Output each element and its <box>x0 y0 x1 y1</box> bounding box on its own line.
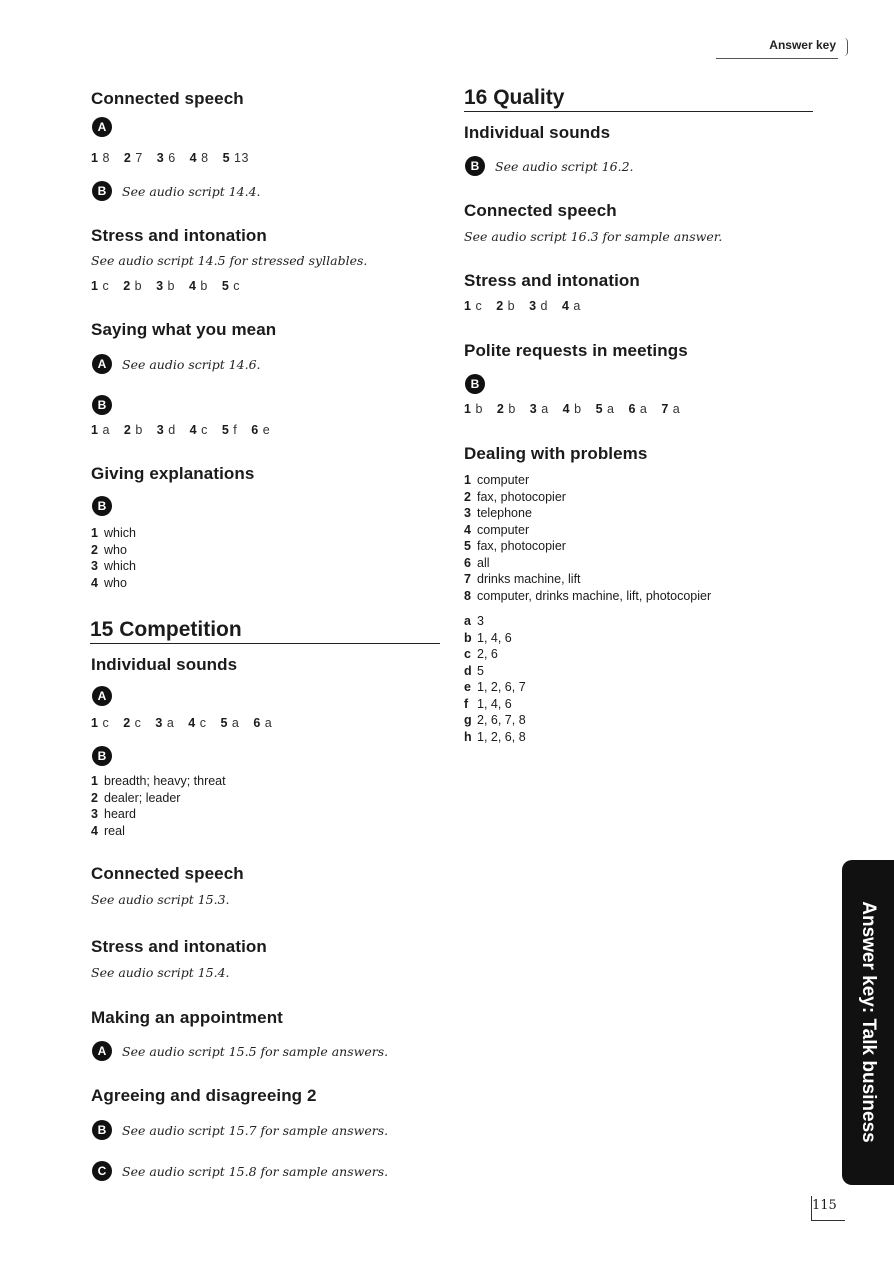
exercise-note: See audio script 16.3 for sample answer. <box>464 229 723 244</box>
answer-number: 3 <box>529 402 542 416</box>
answer-number: 5 <box>595 402 607 416</box>
list-item <box>464 646 526 663</box>
list-item-text: telephone <box>477 506 532 520</box>
section-title: Polite requests in meetings <box>464 341 688 360</box>
section-title: Stress and intonation <box>464 271 640 290</box>
list-item-text: dealer; leader <box>104 790 181 805</box>
answer-row <box>91 151 263 165</box>
answer-value: c <box>233 279 241 293</box>
exercise-b-row <box>92 1120 388 1140</box>
list-item-text: computer <box>477 473 530 487</box>
page-number-rule <box>811 1220 845 1221</box>
section-title: Stress and intonation <box>91 937 267 956</box>
list-item-text: who <box>104 542 127 557</box>
list-item-number: g <box>464 713 472 727</box>
exercise-b-row <box>465 156 634 176</box>
list-item-number: 3 <box>91 807 98 821</box>
answer-value: c <box>102 716 110 730</box>
answer-value: b <box>134 279 143 293</box>
answer-number: 1 <box>91 279 103 293</box>
exercise-note: See audio script 15.8 for sample answers. <box>122 1163 389 1179</box>
answer-value: a <box>607 402 615 416</box>
answer-number: 5 <box>221 279 234 293</box>
running-head: Answer key <box>769 38 836 52</box>
list-item-number: 1 <box>464 473 471 487</box>
exercise-badge-c: C <box>92 1161 112 1181</box>
list-item-text: who <box>104 575 127 590</box>
list-item-text: fax, photocopier <box>477 489 566 504</box>
section-title: Individual sounds <box>91 655 238 674</box>
answer-number: 3 <box>156 279 168 293</box>
answer-value: 6 <box>168 151 176 165</box>
answer-number: 2 <box>123 279 135 293</box>
answer-value: 13 <box>234 151 249 165</box>
section-title: Connected speech <box>91 89 244 108</box>
answer-number: 2 <box>496 402 509 416</box>
list-item-number: c <box>464 647 471 661</box>
list-item-number: 4 <box>91 823 98 838</box>
answer-value: c <box>134 716 142 730</box>
answer-number: 6 <box>628 402 640 416</box>
list-item-number: 2 <box>464 489 471 504</box>
list-item <box>464 613 526 630</box>
section-title: Agreeing and disagreeing 2 <box>91 1086 317 1105</box>
answer-value: a <box>672 402 681 416</box>
answer-value: d <box>168 423 176 437</box>
letter-answer-list <box>464 613 526 745</box>
list-item-text: 1, 4, 6 <box>477 630 512 645</box>
answer-value: a <box>541 402 549 416</box>
list-item-number: 2 <box>91 542 98 557</box>
answer-value: b <box>200 279 208 293</box>
answer-value: a <box>264 716 273 730</box>
exercise-note: See audio script 15.5 for sample answers. <box>122 1043 389 1059</box>
exercise-note: See audio script 15.7 for sample answers. <box>122 1122 389 1138</box>
answer-value: c <box>102 279 110 293</box>
exercise-b-row <box>92 181 261 201</box>
exercise-a-row <box>92 354 261 374</box>
list-item-number: 1 <box>91 774 98 788</box>
answer-number: 7 <box>661 402 673 416</box>
answer-value: f <box>233 423 238 437</box>
answer-value: b <box>135 423 143 437</box>
exercise-note: See audio script 15.4. <box>91 965 230 980</box>
list-item <box>91 806 226 823</box>
answer-number: 4 <box>188 716 200 730</box>
unit-heading <box>464 86 564 110</box>
list-item-number: a <box>464 614 471 628</box>
list-item <box>91 558 136 575</box>
answer-value: c <box>199 716 207 730</box>
list-item-number: f <box>464 696 469 711</box>
answer-row <box>91 279 254 293</box>
answer-number: 1 <box>464 402 476 416</box>
answer-number: 4 <box>189 423 202 437</box>
list-item-text: which <box>104 526 136 540</box>
exercise-badge-b: B <box>92 496 112 516</box>
side-tab-label: Answer key: Talk business <box>858 901 879 1143</box>
answer-number: 6 <box>251 423 263 437</box>
page-number: 115 <box>812 1198 837 1213</box>
answer-value: 7 <box>135 151 143 165</box>
exercise-badge-b: B <box>92 181 112 201</box>
answer-number: 6 <box>253 716 265 730</box>
list-item-number: 3 <box>91 559 98 573</box>
answer-value: a <box>231 716 240 730</box>
answer-number: 2 <box>496 299 508 313</box>
answer-number: 1 <box>91 151 103 165</box>
list-item-text: computer <box>477 522 530 537</box>
list-item-number: 7 <box>464 572 471 586</box>
answer-value: 8 <box>201 151 209 165</box>
answer-value: b <box>167 279 175 293</box>
list-item <box>91 525 136 542</box>
answer-number: 1 <box>464 299 476 313</box>
running-head-bracket <box>843 38 848 56</box>
answer-number: 3 <box>155 716 167 730</box>
exercise-note: See audio script 15.3. <box>91 892 230 907</box>
answer-value: c <box>475 299 483 313</box>
answer-number: 2 <box>123 716 135 730</box>
answer-number: 5 <box>220 716 232 730</box>
answer-value: e <box>262 423 271 437</box>
section-title: Connected speech <box>91 864 244 883</box>
list-item-text: drinks machine, lift <box>477 572 581 586</box>
list-item-text: 1, 2, 6, 8 <box>477 729 526 744</box>
answer-row <box>464 402 694 416</box>
list-item-text: heard <box>104 807 136 821</box>
unit-number: 16 <box>464 86 488 109</box>
list-item-number: d <box>464 663 472 678</box>
section-title: Connected speech <box>464 201 617 220</box>
answer-value: a <box>102 423 110 437</box>
answer-number: 5 <box>222 151 234 165</box>
section-title: Giving explanations <box>91 464 255 483</box>
answer-value: b <box>508 402 516 416</box>
unit-heading <box>90 618 242 642</box>
answer-number: 4 <box>189 151 202 165</box>
list-item-text: 2, 6 <box>477 647 498 661</box>
exercise-note: See audio script 14.4. <box>122 183 261 199</box>
list-item-text: 2, 6, 7, 8 <box>477 713 526 727</box>
list-item-number: 5 <box>464 539 471 553</box>
list-item <box>464 729 526 746</box>
unit-title: Competition <box>119 618 242 641</box>
list-item <box>464 696 526 713</box>
list-item-number: 4 <box>91 575 98 590</box>
answer-value: b <box>507 299 516 313</box>
exercise-note: See audio script 16.2. <box>495 158 634 174</box>
exercise-a-row <box>92 1041 388 1061</box>
answer-list <box>464 472 711 604</box>
exercise-badge-b: B <box>465 374 485 394</box>
section-title: Making an appointment <box>91 1008 283 1027</box>
running-head-rule <box>716 58 838 59</box>
answer-value: a <box>639 402 648 416</box>
answer-value: a <box>166 716 175 730</box>
list-item-text: all <box>477 555 490 570</box>
unit-title: Quality <box>493 86 565 109</box>
answer-number: 1 <box>91 423 103 437</box>
exercise-note: See audio script 14.6. <box>122 356 261 372</box>
answer-number: 4 <box>562 402 575 416</box>
list-item <box>91 823 226 840</box>
exercise-badge-a: A <box>92 686 112 706</box>
list-item-number: 6 <box>464 555 471 570</box>
list-item <box>464 712 526 729</box>
list-item-text: which <box>104 559 136 573</box>
list-item-text: 3 <box>477 614 484 628</box>
list-item-number: 8 <box>464 588 471 603</box>
list-item-text: 1, 4, 6 <box>477 696 512 711</box>
list-item-number: 3 <box>464 506 471 520</box>
answer-number: 3 <box>156 423 169 437</box>
list-item-number: 4 <box>464 522 471 537</box>
answer-number: 4 <box>188 279 201 293</box>
exercise-badge-a: A <box>92 354 112 374</box>
list-item <box>91 790 226 807</box>
list-item <box>464 630 526 647</box>
list-item-number: 1 <box>91 526 98 540</box>
answer-value: c <box>201 423 208 437</box>
list-item <box>91 542 136 559</box>
list-item <box>464 489 711 506</box>
section-title: Saying what you mean <box>91 320 277 339</box>
answer-number: 3 <box>156 151 169 165</box>
unit-number: 15 <box>90 618 114 641</box>
answer-value: b <box>574 402 582 416</box>
list-item <box>464 555 711 572</box>
list-item-text: 1, 2, 6, 7 <box>477 680 526 694</box>
answer-list <box>91 525 136 591</box>
exercise-note: See audio script 14.5 for stressed syllables. <box>91 253 368 268</box>
list-item <box>464 588 711 605</box>
exercise-badge-a: A <box>92 1041 112 1061</box>
answer-number: 3 <box>529 299 541 313</box>
exercise-badge-a: A <box>92 117 112 137</box>
list-item-text: computer, drinks machine, lift, photocopier <box>477 588 712 603</box>
answer-value: a <box>573 299 581 313</box>
answer-row <box>91 716 286 730</box>
answer-number: 1 <box>91 716 103 730</box>
list-item <box>464 679 526 696</box>
list-item <box>464 505 711 522</box>
list-item-number: 2 <box>91 790 98 805</box>
answer-list <box>91 773 226 839</box>
answer-number: 5 <box>221 423 234 437</box>
list-item <box>464 522 711 539</box>
answer-number: 4 <box>561 299 574 313</box>
answer-value: b <box>475 402 483 416</box>
answer-number: 2 <box>123 423 136 437</box>
list-item-number: e <box>464 680 471 694</box>
list-item <box>464 472 711 489</box>
answer-value: d <box>540 299 548 313</box>
list-item-text: fax, photocopier <box>477 539 566 553</box>
list-item <box>91 773 226 790</box>
exercise-badge-b: B <box>92 395 112 415</box>
list-item-text: breadth; heavy; threat <box>104 774 226 788</box>
unit-rule <box>90 643 440 644</box>
list-item-text: real <box>104 823 125 838</box>
section-title: Individual sounds <box>464 123 611 142</box>
list-item-text: 5 <box>477 663 484 678</box>
exercise-badge-b: B <box>465 156 485 176</box>
list-item <box>464 538 711 555</box>
answer-row <box>464 299 595 313</box>
section-title: Dealing with problems <box>464 444 648 463</box>
list-item <box>464 571 711 588</box>
exercise-c-row <box>92 1161 388 1181</box>
list-item <box>91 575 136 592</box>
list-item-number: h <box>464 729 472 744</box>
answer-value: 8 <box>102 151 110 165</box>
list-item <box>464 663 526 680</box>
list-item-number: b <box>464 630 472 645</box>
answer-number: 2 <box>123 151 136 165</box>
answer-row <box>91 423 284 437</box>
exercise-badge-b: B <box>92 746 112 766</box>
unit-rule <box>464 111 813 112</box>
exercise-badge-b: B <box>92 1120 112 1140</box>
section-title: Stress and intonation <box>91 226 267 245</box>
